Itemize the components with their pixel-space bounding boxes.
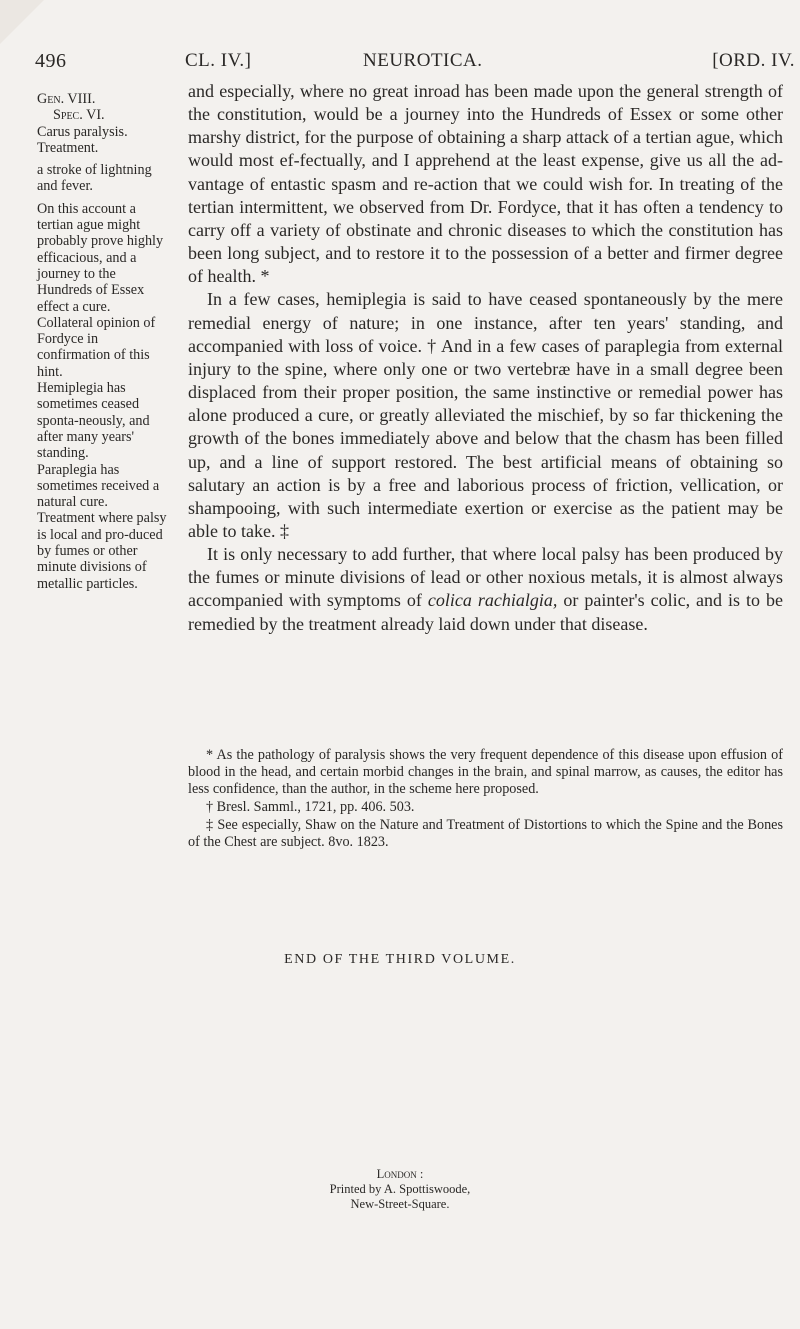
margin-note-tertian-ague: On this account a tertian ague might probably prove highly efficacious, and a journey to the Hundreds of Essex effect a cure.	[37, 200, 164, 315]
footnotes	[188, 747, 783, 852]
margin-note-treatment: Treatment.	[37, 139, 99, 156]
margin-note-hemiplegia: Hemiplegia has sometimes ceased sponta-neously, and after many years' standing.	[37, 380, 150, 462]
imprint-address: New-Street-Square.	[350, 1197, 450, 1211]
margin-note-genus: Gen. VIII.	[37, 91, 96, 107]
paragraph-3-italic: colica rachialgia,	[427, 590, 558, 611]
header-title: NEUROTICA.	[363, 50, 483, 71]
main-text	[188, 80, 783, 636]
header-class: CL. IV.]	[185, 50, 252, 71]
paragraph-2: In a few cases, hemiplegia is said to have ceased spontaneously by the mere remedial energy of nature; in one instance, after ten years' standing, and accompanied with loss of voice. † And in a few cases of paraplegia from external injury to the spine, where only one or two vertebræ have in a small degree been displaced from their proper position, the same instinctive or remedial power has alone produced a cure, or greatly alleviated the mischief, by so far thickening the growth of the bones immediately above and below that the chasm has been filled up, and a line of support restored. The best artificial means of obtaining so salutary an action is by a free and laborious process of friction, vellication, or shampooing, with such intermediate exertion or exercise as the patient may be able to take. ‡	[188, 289, 783, 541]
paragraph-1: and especially, where no great inroad has been made upon the general strength of the constitution, would be a journey into the Hundreds of Essex or some other marshy district, for the purpose of obtaining a sharp attack of a tertian ague, which would most ef-fectually, and I apprehend at the least expense, give us all the ad-vantage of entastic spasm and re-action that we could wish for. In treating of the tertian intermittent, we observed from Dr. Fordyce, that it has often a tendency to carry off a variety of obstinate and chronic diseases to which the constitution has been long subject, and to restore it to the possession of a better and firmer degree of health. *	[188, 81, 783, 287]
margin-note-fordyce: Collateral opinion of Fordyce in confirmation of this hint.	[37, 314, 156, 380]
margin-note-paraplegia: Paraplegia has sometimes received a natural cure.	[37, 461, 160, 511]
imprint-city: London :	[376, 1167, 424, 1181]
paragraph-3	[188, 543, 783, 636]
footnote-3: ‡ See especially, Shaw on the Nature and Treatment of Distortions to which the Spine and the Bones of the Chest are subject. 8vo. 1823.	[188, 817, 783, 850]
margin-note-species: Spec. VI.	[53, 107, 105, 124]
margin-note-lightning: a stroke of lightning and fever.	[37, 162, 152, 195]
footnote-2: † Bresl. Samml., 1721, pp. 406. 503.	[206, 799, 415, 815]
header-order: [ORD. IV.	[712, 50, 795, 71]
footnote-1: * As the pathology of paralysis shows the very frequent dependence of this disease upon effusion of blood in the head, and certain morbid changes in the brain, and spinal marrow, as causes, the editor has less confidence, than the author, in the scheme here proposed.	[188, 747, 783, 797]
paragraph-3-end: or painter's colic, and is to be remedied by the treatment already laid down under that disease.	[188, 590, 784, 634]
margin-note-disease: Carus paralysis.	[37, 123, 128, 140]
page-corner-fold	[0, 0, 44, 44]
page-number: 496	[35, 50, 67, 72]
imprint-printer: Printed by A. Spottiswoode,	[329, 1182, 471, 1196]
printer-imprint	[0, 1167, 800, 1212]
margin-notes	[37, 91, 174, 592]
margin-note-local-palsy: Treatment where palsy is local and pro-duced by fumes or other minute divisions of metallic particles.	[37, 510, 167, 592]
end-of-volume: END OF THE THIRD VOLUME.	[284, 952, 516, 967]
paragraph-3-start: It is only necessary to add further, that where local palsy has been produced by the fumes or minute divisions of lead or other noxious metals, it is almost always accompanied with symptoms of	[188, 544, 783, 611]
